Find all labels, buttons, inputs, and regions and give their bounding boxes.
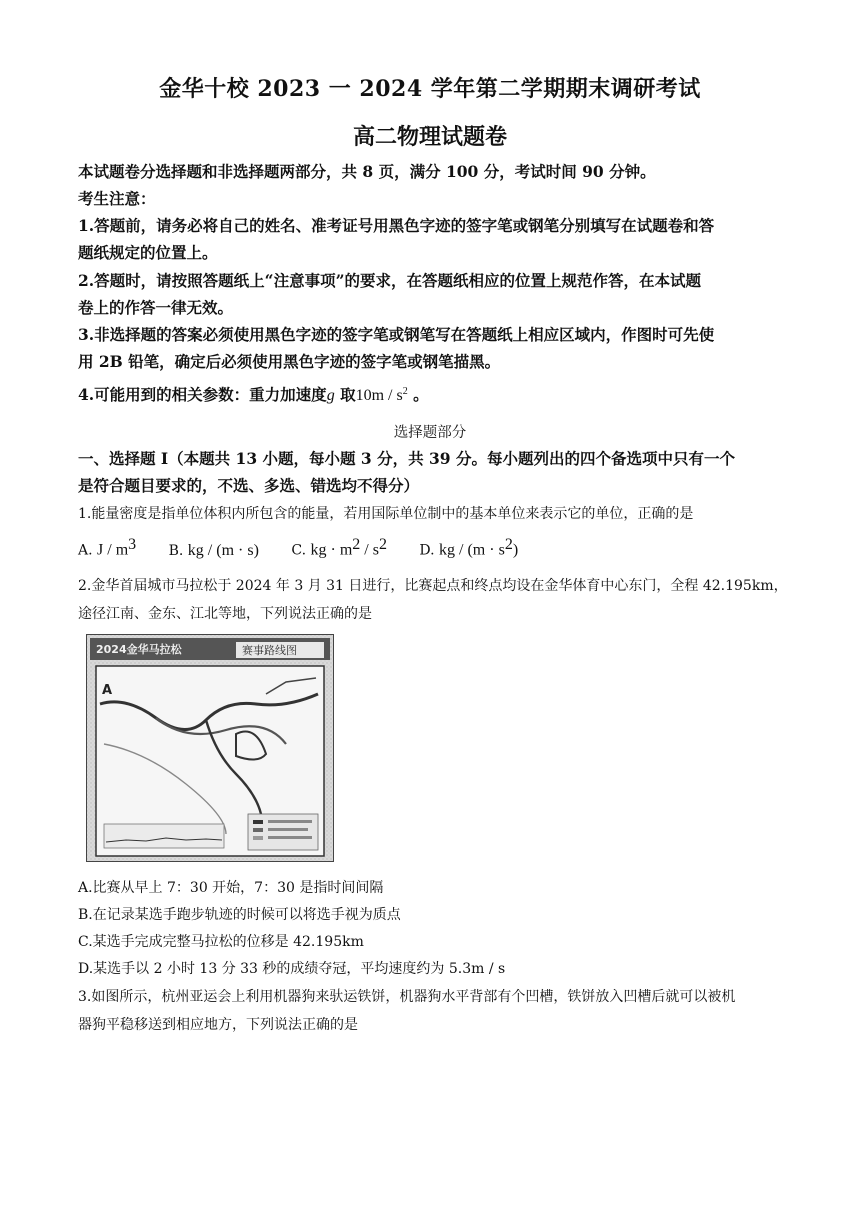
option-d	[419, 536, 518, 560]
option-a	[78, 536, 136, 560]
gravity-value: 10m / s	[355, 387, 403, 404]
question-3-stem-line2: 器狗平稳移送到相应地方，下列说法正确的是	[78, 1017, 358, 1033]
notice-line: 3.非选择题的答案必须使用黑色字迹的签字笔或钢笔写在答题纸上相应区域内，作图时可先使	[78, 325, 715, 344]
notice-line: 题纸规定的位置上。	[78, 243, 218, 262]
map-marker-a: A	[102, 683, 113, 698]
map-banner-right: 赛事路线图	[242, 644, 297, 657]
option-d-formula-tail: )	[512, 541, 519, 559]
map-banner-title: 2024金华马拉松	[96, 643, 182, 656]
option-c-exponent-2: 2	[378, 536, 387, 553]
legend-swatch	[253, 836, 263, 840]
route-map-graphic	[86, 634, 334, 862]
legend-text-bar	[268, 828, 308, 831]
exam-summary: 本试题卷分选择题和非选择题两部分，共 8 页，满分 100 分，考试时间 90 分钟。	[78, 162, 656, 181]
notice-line-gravity	[78, 383, 798, 405]
question-2-option-b: B.在记录某选手跑步轨迹的时候可以将选手视为质点	[78, 907, 401, 923]
notice-line: 卷上的作答一律无效。	[78, 298, 234, 317]
option-a-formula: J / m	[97, 541, 129, 559]
option-label: A.	[78, 542, 98, 559]
notice-line: 1.答题前，请务必将自己的姓名、准考证号用黑色字迹的签字笔或钢笔分别填写在试题卷和答	[78, 216, 715, 235]
question-2-stem-line2: 途径江南、金东、江北等地，下列说法正确的是	[78, 606, 372, 622]
option-a-exponent: 3	[128, 536, 137, 553]
question-1-stem: 1.能量密度是指单位体积内所包含的能量，若用国际单位制中的基本单位来表示它的单位，正确的是	[78, 506, 694, 522]
option-b	[169, 542, 259, 560]
gravity-suffix: 。	[407, 385, 429, 404]
option-c-formula-tail: / s	[360, 541, 379, 559]
question-1-options	[78, 536, 546, 560]
question-2-option-d: D.某选手以 2 小时 13 分 33 秒的成绩夺冠，平均速度约为 5.3m / s	[78, 961, 506, 977]
part1-instructions-line2: 是符合题目要求的，不选、多选、错选均不得分）	[78, 476, 420, 495]
gravity-mid: 取	[334, 385, 356, 404]
legend-swatch	[253, 828, 263, 832]
marathon-route-map	[86, 634, 334, 862]
option-label: C.	[291, 542, 311, 559]
elevation-profile-box	[104, 824, 224, 848]
notice-heading: 考生注意：	[78, 189, 156, 208]
option-d-formula: kg / (m · s	[439, 541, 505, 559]
legend-text-bar	[268, 836, 312, 839]
option-c-exponent: 2	[352, 536, 361, 553]
exam-subtitle: 高二物理试题卷	[352, 124, 507, 150]
section-heading: 选择题部分	[393, 425, 467, 441]
question-2-option-a: A.比赛从早上 7：30 开始，7：30 是指时间间隔	[78, 880, 384, 896]
gravity-symbol: g	[326, 387, 335, 404]
exam-title: 金华十校 2023 一 2024 学年第二学期期末调研考试	[159, 76, 701, 102]
question-2-stem-line1: 2.金华首届城市马拉松于 2024 年 3 月 31 日进行，比赛起点和终点均设在金华体育中心东门，全程 42.195km，	[78, 578, 788, 594]
legend-swatch	[253, 820, 263, 824]
part1-instructions-line1: 一、选择题 I（本题共 13 小题，每小题 3 分，共 39 分。每小题列出的四个备选项中只有一个	[78, 449, 735, 468]
gravity-prefix: 4.可能用到的相关参数：重力加速度	[78, 385, 327, 404]
option-label: B.	[168, 542, 188, 559]
question-3-stem-line1: 3.如图所示，杭州亚运会上利用机器狗来驮运铁饼，机器狗水平背部有个凹槽，铁饼放入凹槽后就可以被机	[78, 989, 736, 1005]
option-c	[291, 536, 387, 560]
option-d-exponent: 2	[504, 536, 513, 553]
option-b-formula: kg / (m · s)	[187, 541, 259, 559]
option-label: D.	[419, 542, 440, 559]
option-c-formula: kg · m	[310, 541, 353, 559]
notice-line: 用 2B 铅笔，确定后必须使用黑色字迹的签字笔或钢笔描黑。	[78, 352, 501, 371]
legend-text-bar	[268, 820, 312, 823]
notice-line: 2.答题时，请按照答题纸上“注意事项”的要求，在答题纸相应的位置上规范作答，在本试题	[78, 271, 702, 290]
question-2-option-c: C.某选手完成完整马拉松的位移是 42.195km	[78, 934, 364, 950]
gravity-exponent: 2	[402, 385, 408, 397]
